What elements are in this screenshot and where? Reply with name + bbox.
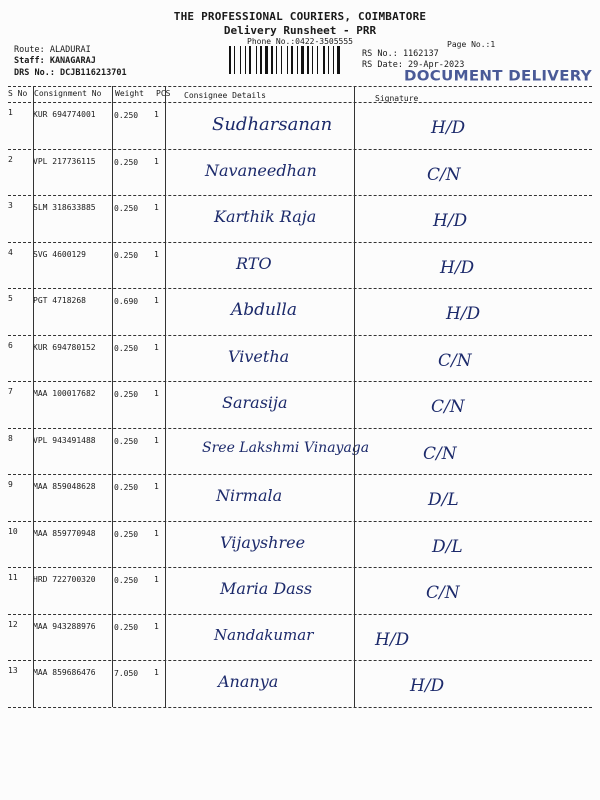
row-pcs: 1: [154, 482, 159, 491]
row-consignee-handwritten: Nandakumar: [214, 625, 314, 644]
row-divider: [8, 521, 592, 522]
row-consignee-handwritten: Ananya: [218, 672, 279, 691]
row-consignment-no: VPL 943491488: [33, 435, 96, 445]
row-divider: [8, 242, 592, 243]
row-pcs: 1: [154, 203, 159, 212]
header-bottom-rule: [8, 102, 592, 103]
row-pcs: 1: [154, 389, 159, 398]
row-weight: 0.250: [114, 111, 139, 120]
row-signature-handwritten: D/L: [428, 490, 459, 510]
staff-label: Staff: KANAGARAJ: [14, 56, 96, 66]
row-consignment-no: MAA 859048628: [33, 482, 96, 491]
phone-number: Phone No.:0422-3505555: [247, 37, 353, 46]
row-sno: 9: [8, 480, 13, 489]
col-header-pcs: PCS: [156, 89, 171, 98]
row-consignee-handwritten: RTO: [236, 253, 272, 273]
row-pcs: 1: [154, 296, 159, 305]
row-consignee-handwritten: Nirmala: [216, 486, 283, 505]
table-top-rule: [8, 86, 592, 87]
row-consignment-no: HRD 722700320: [33, 575, 96, 584]
row-weight: 0.250: [114, 483, 139, 492]
row-consignment-no: MAA 943288976: [33, 621, 96, 631]
row-consignee-handwritten: Vivetha: [228, 346, 290, 366]
row-divider: [8, 288, 592, 289]
row-consignee-handwritten: Vijayshree: [220, 532, 306, 552]
row-sno: 7: [8, 387, 13, 396]
row-pcs: 1: [154, 342, 159, 352]
row-consignee-handwritten: Karthik Raja: [214, 207, 317, 226]
row-signature-handwritten: H/D: [440, 257, 475, 278]
route-label: Route: ALADURAI: [14, 45, 91, 55]
row-pcs: 1: [154, 528, 159, 538]
row-weight: 0.250: [114, 436, 139, 446]
row-sno: 1: [8, 108, 13, 117]
row-signature-handwritten: D/L: [432, 536, 463, 557]
row-divider: [8, 614, 592, 615]
row-weight: 0.250: [114, 204, 139, 213]
row-divider: [8, 567, 592, 568]
row-consignment-no: KUR 694780152: [33, 342, 96, 352]
row-weight: 0.250: [114, 250, 139, 260]
row-weight: 0.250: [114, 576, 139, 585]
row-sno: 6: [8, 340, 13, 350]
row-pcs: 1: [154, 621, 159, 631]
row-weight: 0.250: [114, 343, 139, 353]
row-weight: 0.690: [114, 297, 139, 306]
row-consignee-handwritten: Sudharsanan: [212, 114, 333, 135]
row-signature-handwritten: H/D: [433, 211, 468, 231]
page-number: Page No.:1: [447, 40, 496, 49]
row-signature-handwritten: H/D: [431, 118, 466, 138]
col-header-signature: Signature: [375, 94, 419, 103]
col-header-consignment: Consignment No: [34, 89, 102, 98]
barcode-icon: [229, 46, 357, 74]
row-sno: 3: [8, 201, 13, 210]
row-pcs: 1: [154, 249, 159, 259]
row-divider: [8, 335, 592, 336]
row-signature-handwritten: C/N: [426, 583, 460, 603]
row-consignee-handwritten: Sree Lakshmi Vinayaga: [202, 439, 370, 456]
row-sno: 8: [8, 433, 13, 443]
row-consignment-no: MAA 859770948: [33, 528, 96, 538]
row-sno: 2: [8, 154, 13, 164]
row-pcs: 1: [154, 110, 159, 119]
row-weight: 7.050: [114, 669, 139, 678]
col-header-weight: Weight: [115, 89, 144, 98]
row-weight: 0.250: [114, 622, 139, 632]
row-pcs: 1: [154, 575, 159, 584]
row-pcs: 1: [154, 156, 159, 166]
row-pcs: 1: [154, 435, 159, 445]
row-sno: 10: [8, 526, 18, 536]
rs-number: RS No.: 1162137: [362, 49, 439, 59]
row-sno: 12: [8, 619, 18, 629]
row-signature-handwritten: H/D: [446, 304, 481, 324]
row-sno: 11: [8, 573, 18, 582]
document-delivery-stamp: DOCUMENT DELIVERY: [404, 67, 592, 85]
col-header-consignee: Consignee Details: [184, 91, 266, 100]
row-sno: 5: [8, 294, 13, 303]
company-title: THE PROFESSIONAL COURIERS, COIMBATORE: [173, 10, 427, 23]
row-consignee-handwritten: Maria Dass: [220, 579, 313, 598]
rs-date: RS Date: 29-Apr-2023: [362, 60, 465, 70]
row-consignment-no: MAA 100017682: [33, 389, 96, 398]
document-subtitle: Delivery Runsheet - PRR: [223, 24, 377, 37]
drs-number: DRS No.: DCJB116213701: [14, 68, 127, 78]
col-divider-weight: [112, 86, 113, 707]
row-consignee-handwritten: Navaneedhan: [205, 160, 317, 180]
row-sno: 13: [8, 666, 18, 675]
row-signature-handwritten: C/N: [427, 164, 461, 185]
row-weight: 0.250: [114, 390, 139, 399]
row-weight: 0.250: [114, 157, 139, 167]
row-divider: [8, 660, 592, 661]
row-consignment-no: MAA 859686476: [33, 668, 96, 677]
row-signature-handwritten: C/N: [438, 350, 472, 371]
row-signature-handwritten: C/N: [431, 397, 465, 417]
row-signature-handwritten: C/N: [423, 443, 457, 464]
row-pcs: 1: [154, 668, 159, 677]
row-divider: [8, 428, 592, 429]
row-consignment-no: SLM 318633885: [33, 203, 96, 212]
row-consignee-handwritten: Abdulla: [231, 300, 297, 320]
col-header-sno: S No: [8, 89, 28, 98]
row-consignment-no: PGT 4718268: [33, 296, 86, 305]
row-signature-handwritten: H/D: [410, 676, 445, 696]
col-divider-signature: [354, 86, 355, 707]
row-divider: [8, 195, 592, 196]
row-weight: 0.250: [114, 529, 139, 539]
row-divider: [8, 381, 592, 382]
row-consignment-no: VPL 217736115: [33, 156, 96, 166]
row-consignment-no: KUR 694774001: [33, 110, 96, 119]
row-divider: [8, 707, 592, 708]
col-divider-details: [165, 86, 166, 707]
row-consignee-handwritten: Sarasija: [222, 393, 288, 412]
row-divider: [8, 474, 592, 475]
row-divider: [8, 149, 592, 150]
row-sno: 4: [8, 247, 13, 257]
col-divider-consignment: [33, 86, 34, 707]
row-consignment-no: SVG 4600129: [33, 249, 86, 259]
row-signature-handwritten: H/D: [375, 629, 410, 650]
